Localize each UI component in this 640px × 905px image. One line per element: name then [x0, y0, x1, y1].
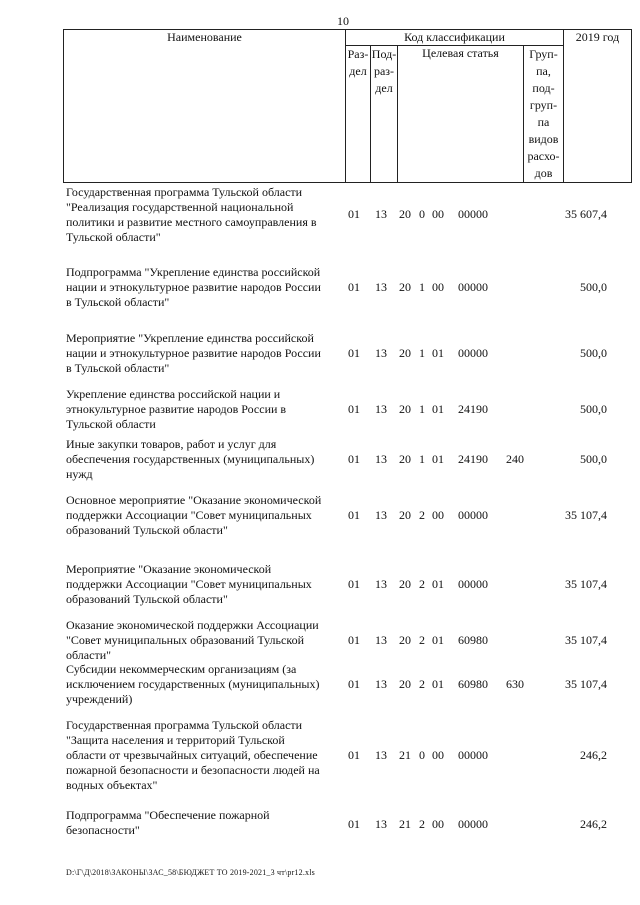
cell-target-subprogram: 1 — [419, 346, 425, 360]
row-name-line: этнокультурное развитие народов России в — [66, 402, 287, 416]
row-name-line: Иные закупки товаров, работ и услуг для — [66, 437, 277, 451]
row-name-line: Мероприятие "Оказание экономической — [66, 562, 272, 576]
cell-target-event: 01 — [432, 677, 444, 691]
header-code: Код классификации — [346, 30, 564, 46]
cell-razdel: 01 — [348, 346, 360, 360]
row-name-line: Основное мероприятие "Оказание экономической — [66, 493, 322, 507]
header-podrazdel — [371, 46, 398, 183]
cell-target-subprogram: 2 — [419, 508, 425, 522]
file-path-footer: D:\Г\Д\2018\ЗАКОНЫ\ЗАС_58\БЮДЖЕТ ТО 2019-2021_3 чт\pr12.xls — [66, 868, 315, 877]
cell-target-program: 20 — [399, 677, 411, 691]
row-name-line: Государственная программа Тульской области — [66, 718, 303, 732]
cell-amount: 500,0 — [580, 452, 607, 466]
cell-target-direction: 00000 — [458, 817, 488, 831]
cell-target-event: 01 — [432, 633, 444, 647]
cell-target-direction: 00000 — [458, 508, 488, 522]
cell-amount: 35 607,4 — [565, 207, 607, 221]
row-name-line: безопасности" — [66, 823, 140, 837]
cell-target-event: 01 — [432, 452, 444, 466]
cell-amount: 246,2 — [580, 748, 607, 762]
cell-target-event: 00 — [432, 817, 444, 831]
header-group-line: груп- — [529, 98, 558, 112]
row-name — [66, 185, 350, 245]
cell-target-subprogram: 2 — [419, 677, 425, 691]
cell-target-program: 20 — [399, 280, 411, 294]
header-group — [524, 46, 564, 183]
row-name-line: поддержки Ассоциации "Совет муниципальных — [66, 508, 312, 522]
row-name-line: "Реализация государственной национальной — [66, 200, 294, 214]
row-name-line: Подпрограмма "Укрепление единства российской — [66, 265, 321, 279]
cell-razdel: 01 — [348, 577, 360, 591]
row-name — [66, 387, 350, 432]
cell-podrazdel: 13 — [375, 346, 387, 360]
row-name-line: образований Тульской области" — [66, 523, 228, 537]
cell-razdel: 01 — [348, 508, 360, 522]
cell-razdel: 01 — [348, 452, 360, 466]
cell-target-event: 00 — [432, 508, 444, 522]
cell-target-subprogram: 0 — [419, 748, 425, 762]
cell-podrazdel: 13 — [375, 633, 387, 647]
cell-target-event: 01 — [432, 346, 444, 360]
header-podrazdel-line: раз- — [373, 64, 395, 78]
cell-target-direction: 00000 — [458, 346, 488, 360]
row-name — [66, 265, 350, 310]
cell-razdel: 01 — [348, 817, 360, 831]
cell-target-program: 20 — [399, 577, 411, 591]
row-name-line: Укрепление единства российской нации и — [66, 387, 281, 401]
cell-podrazdel: 13 — [375, 452, 387, 466]
cell-target-program: 20 — [399, 402, 411, 416]
cell-podrazdel: 13 — [375, 577, 387, 591]
cell-target-program: 21 — [399, 817, 411, 831]
cell-amount: 246,2 — [580, 817, 607, 831]
row-name-line: "Совет муниципальных образований Тульской — [66, 633, 304, 647]
row-name-line: учреждений) — [66, 692, 133, 706]
cell-razdel: 01 — [348, 677, 360, 691]
row-name-line: обеспечения государственных (муниципальных) — [66, 452, 315, 466]
row-name-line: политики и развитие местного самоуправления в — [66, 215, 317, 229]
header-group-line: расхо- — [527, 149, 560, 163]
cell-podrazdel: 13 — [375, 677, 387, 691]
header-target: Целевая статья — [398, 46, 524, 183]
cell-razdel: 01 — [348, 402, 360, 416]
cell-target-program: 20 — [399, 452, 411, 466]
cell-razdel: 01 — [348, 748, 360, 762]
row-name — [66, 562, 350, 607]
row-name-line: пожарной безопасности и безопасности людей на — [66, 763, 320, 777]
header-group-line: под- — [532, 81, 555, 95]
row-name — [66, 493, 350, 538]
row-name-line: нации и этнокультурное развитие народов России — [66, 280, 321, 294]
cell-podrazdel: 13 — [375, 508, 387, 522]
cell-podrazdel: 13 — [375, 402, 387, 416]
cell-target-direction: 00000 — [458, 577, 488, 591]
cell-target-direction: 00000 — [458, 748, 488, 762]
row-name-line: поддержки Ассоциации "Совет муниципальных — [66, 577, 312, 591]
cell-amount: 500,0 — [580, 402, 607, 416]
header-group-line: па, — [536, 64, 551, 78]
cell-podrazdel: 13 — [375, 748, 387, 762]
cell-target-event: 00 — [432, 207, 444, 221]
cell-amount: 35 107,4 — [565, 677, 607, 691]
cell-target-subprogram: 2 — [419, 577, 425, 591]
cell-target-subprogram: 0 — [419, 207, 425, 221]
row-name-line: Государственная программа Тульской области — [66, 185, 303, 199]
row-name-line: образований Тульской области" — [66, 592, 228, 606]
cell-target-program: 20 — [399, 508, 411, 522]
header-year: 2019 год — [564, 30, 632, 183]
cell-target-subprogram: 1 — [419, 280, 425, 294]
cell-amount: 35 107,4 — [565, 633, 607, 647]
header-group-line: Груп- — [529, 47, 558, 61]
header-name: Наименование — [64, 30, 346, 183]
cell-target-subprogram: 1 — [419, 452, 425, 466]
cell-podrazdel: 13 — [375, 280, 387, 294]
row-name-line: Мероприятие "Укрепление единства российской — [66, 331, 314, 345]
cell-razdel: 01 — [348, 280, 360, 294]
header-podrazdel-line: Под- — [371, 47, 397, 61]
cell-target-event: 00 — [432, 280, 444, 294]
row-name — [66, 331, 350, 376]
row-name-line: исключением государственных (муниципальных) — [66, 677, 320, 691]
cell-amount: 35 107,4 — [565, 508, 607, 522]
cell-target-program: 20 — [399, 207, 411, 221]
row-name — [66, 808, 350, 838]
row-name — [66, 718, 350, 793]
cell-target-direction: 60980 — [458, 677, 488, 691]
table-header — [63, 29, 632, 183]
cell-razdel: 01 — [348, 633, 360, 647]
cell-expense-group: 630 — [506, 677, 524, 691]
cell-target-direction: 00000 — [458, 280, 488, 294]
cell-podrazdel: 13 — [375, 207, 387, 221]
cell-razdel: 01 — [348, 207, 360, 221]
row-name — [66, 618, 350, 663]
cell-target-event: 01 — [432, 577, 444, 591]
header-group-line: видов — [528, 132, 559, 146]
row-name-line: водных объектах" — [66, 778, 158, 792]
cell-target-program: 20 — [399, 346, 411, 360]
row-name-line: в Тульской области" — [66, 361, 170, 375]
cell-target-direction: 00000 — [458, 207, 488, 221]
row-name — [66, 437, 350, 482]
header-group-line: па — [537, 115, 550, 129]
cell-target-program: 21 — [399, 748, 411, 762]
cell-target-program: 20 — [399, 633, 411, 647]
cell-amount: 35 107,4 — [565, 577, 607, 591]
row-name-line: области от чрезвычайных ситуаций, обеспечение — [66, 748, 318, 762]
header-group-line: дов — [534, 166, 553, 180]
cell-amount: 500,0 — [580, 280, 607, 294]
header-razdel — [346, 46, 371, 183]
cell-target-direction: 60980 — [458, 633, 488, 647]
cell-target-subprogram: 2 — [419, 633, 425, 647]
cell-podrazdel: 13 — [375, 817, 387, 831]
row-name-line: Тульской области — [66, 417, 156, 431]
cell-target-event: 00 — [432, 748, 444, 762]
row-name-line: "Защита населения и территорий Тульской — [66, 733, 285, 747]
cell-amount: 500,0 — [580, 346, 607, 360]
cell-expense-group: 240 — [506, 452, 524, 466]
row-name-line: Оказание экономической поддержки Ассоциации — [66, 618, 319, 632]
row-name-line: нации и этнокультурное развитие народов России — [66, 346, 321, 360]
page-number: 10 — [337, 14, 349, 28]
row-name-line: Тульской области" — [66, 230, 161, 244]
cell-target-subprogram: 2 — [419, 817, 425, 831]
row-name-line: Субсидии некоммерческим организациям (за — [66, 662, 297, 676]
row-name-line: в Тульской области" — [66, 295, 170, 309]
row-name — [66, 662, 350, 707]
header-razdel-line: дел — [349, 64, 367, 78]
row-name-line: области" — [66, 648, 112, 662]
row-name-line: нужд — [66, 467, 93, 481]
row-name-line: Подпрограмма "Обеспечение пожарной — [66, 808, 270, 822]
cell-target-subprogram: 1 — [419, 402, 425, 416]
header-podrazdel-line: дел — [375, 81, 393, 95]
cell-target-event: 01 — [432, 402, 444, 416]
cell-target-direction: 24190 — [458, 452, 488, 466]
header-razdel-line: Раз- — [347, 47, 369, 61]
cell-target-direction: 24190 — [458, 402, 488, 416]
